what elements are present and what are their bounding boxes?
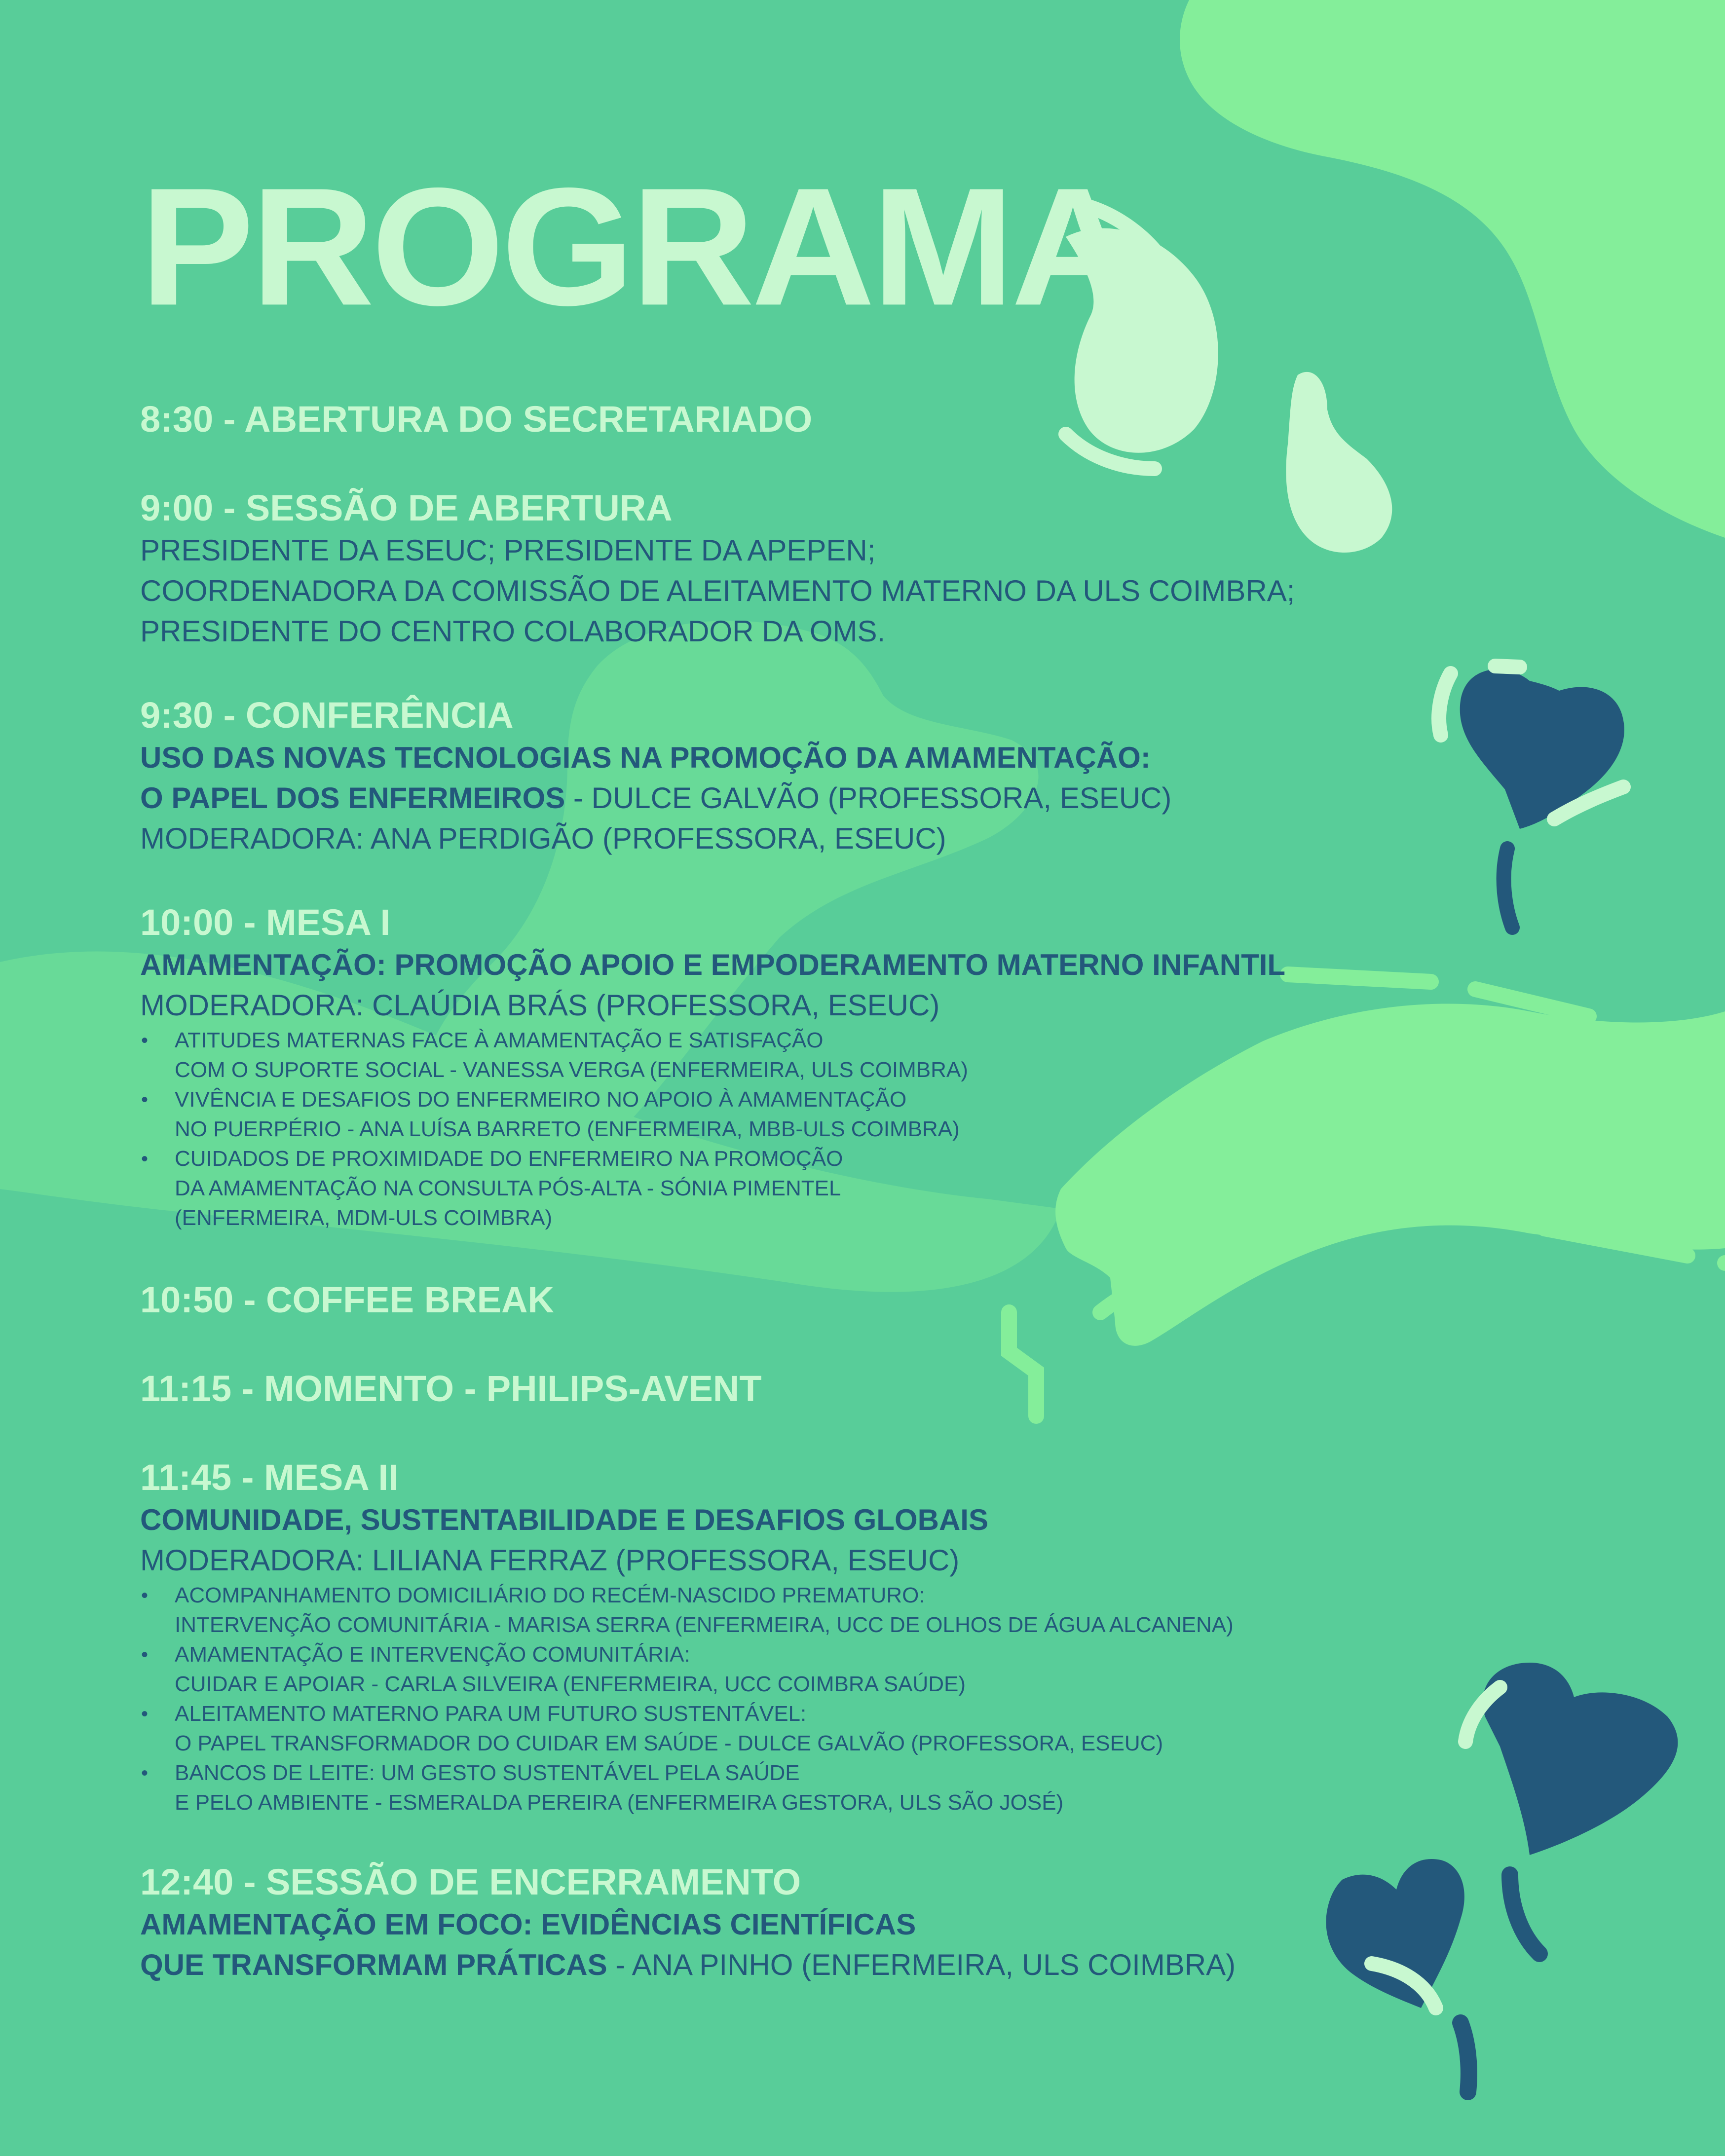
talk-line: NO PUERPÉRIO - ANA LUÍSA BARRETO (ENFERMEIRA, MBB-ULS COIMBRA) [175,1117,960,1141]
session-topic: AMAMENTAÇÃO: PROMOÇÃO APOIO E EMPODERAMENTO MATERNO INFANTIL [140,948,1286,981]
session-time-title: 12:40 - SESSÃO DE ENCERRAMENTO [140,1861,801,1902]
session-topic: O PAPEL DOS ENFERMEIROS [140,781,565,815]
talk-item [140,1699,1234,1758]
talk-item [140,1085,1285,1144]
session-speaker: - DULCE GALVÃO (PROFESSORA, ESEUC) [565,781,1172,815]
session-time-title: 10:00 - MESA I [140,902,391,943]
talk-item [140,1581,1234,1640]
session-time-title: 11:15 - MOMENTO - PHILIPS-AVENT [140,1368,762,1409]
talk-item [140,1758,1234,1818]
session-1000 [140,900,1285,1233]
talk-list [140,1026,1285,1233]
talk-line: • CUIDADOS DE PROXIMIDADE DO ENFERMEIRO NA PROMOÇÃO [175,1147,843,1171]
session-moderator: MODERADORA: CLAÚDIA BRÁS (PROFESSORA, ESEUC) [140,989,940,1022]
talk-line: O PAPEL TRANSFORMADOR DO CUIDAR EM SAÚDE - DULCE GALVÃO (PROFESSORA, ESEUC) [175,1731,1163,1755]
session-0830 [140,397,812,442]
session-topic: COMUNIDADE, SUSTENTABILIDADE E DESAFIOS GLOBAIS [140,1503,988,1536]
session-detail-line: COORDENADORA DA COMISSÃO DE ALEITAMENTO MATERNO DA ULS COIMBRA; [140,574,1295,607]
talk-line: • ALEITAMENTO MATERNO PARA UM FUTURO SUSTENTÁVEL: [175,1702,807,1726]
session-1115 [140,1367,762,1411]
talk-item [140,1026,1285,1085]
session-detail-line: PRESIDENTE DO CENTRO COLABORADOR DA OMS. [140,615,886,648]
session-time-title: 11:45 - MESA II [140,1457,399,1498]
talk-line: CUIDAR E APOIAR - CARLA SILVEIRA (ENFERMEIRA, UCC COIMBRA SAÚDE) [175,1672,966,1696]
session-detail-line: PRESIDENTE DA ESEUC; PRESIDENTE DA APEPEN; [140,534,876,567]
background-wave-top [1180,0,1725,538]
talk-item [140,1640,1234,1699]
talk-item [140,1144,1285,1233]
talk-line: DA AMAMENTAÇÃO NA CONSULTA PÓS-ALTA - SÓNIA PIMENTEL [175,1176,841,1200]
session-time-title: 10:50 - COFFEE BREAK [140,1279,554,1320]
talk-list [140,1581,1234,1818]
session-topic: USO DAS NOVAS TECNOLOGIAS NA PROMOÇÃO DA AMAMENTAÇÃO: [140,741,1151,774]
talk-line: (ENFERMEIRA, MDM-ULS COIMBRA) [175,1206,553,1230]
session-moderator: MODERADORA: LILIANA FERRAZ (PROFESSORA, ESEUC) [140,1544,960,1577]
session-topic: AMAMENTAÇÃO EM FOCO: EVIDÊNCIAS CIENTÍFICAS [140,1908,916,1941]
session-1145 [140,1455,1234,1818]
session-topic: QUE TRANSFORMAM PRÁTICAS [140,1948,607,1981]
talk-line: INTERVENÇÃO COMUNITÁRIA - MARISA SERRA (ENFERMEIRA, UCC DE OLHOS DE ÁGUA ALCANENA) [175,1613,1234,1637]
page-title: PROGRAMA [140,152,1132,340]
talk-line: • AMAMENTAÇÃO E INTERVENÇÃO COMUNITÁRIA: [175,1642,690,1667]
talk-line: • VIVÊNCIA E DESAFIOS DO ENFERMEIRO NO APOIO À AMAMENTAÇÃO [175,1087,907,1112]
session-speaker: - ANA PINHO (ENFERMEIRA, ULS COIMBRA) [607,1948,1236,1981]
talk-line: • ACOMPANHAMENTO DOMICILIÁRIO DO RECÉM-NASCIDO PREMATURO: [175,1583,925,1607]
heart-balloons-icon [1326,1663,1678,2092]
session-time-title: 9:00 - SESSÃO DE ABERTURA [140,487,673,528]
talk-line: • BANCOS DE LEITE: UM GESTO SUSTENTÁVEL PELA SAÚDE [175,1761,800,1785]
talk-line: E PELO AMBIENTE - ESMERALDA PEREIRA (ENFERMEIRA GESTORA, ULS SÃO JOSÉ) [175,1790,1064,1815]
talk-line: COM O SUPORTE SOCIAL - VANESSA VERGA (ENFERMEIRA, ULS COIMBRA) [175,1058,968,1082]
session-topic-speaker [140,778,1171,818]
heart-balloon-icon [1439,666,1624,928]
session-moderator: MODERADORA: ANA PERDIGÃO (PROFESSORA, ESEUC) [140,822,946,855]
session-topic-speaker [140,1945,1236,1985]
session-1240 [140,1860,1236,1985]
talk-line: • ATITUDES MATERNAS FACE À AMAMENTAÇÃO E SATISFAÇÃO [175,1028,824,1052]
session-0930 [140,693,1171,859]
session-time-title: 8:30 - ABERTURA DO SECRETARIADO [140,399,813,440]
session-1050 [140,1278,554,1322]
session-0900 [140,486,1295,652]
session-time-title: 9:30 - CONFERÊNCIA [140,695,514,736]
